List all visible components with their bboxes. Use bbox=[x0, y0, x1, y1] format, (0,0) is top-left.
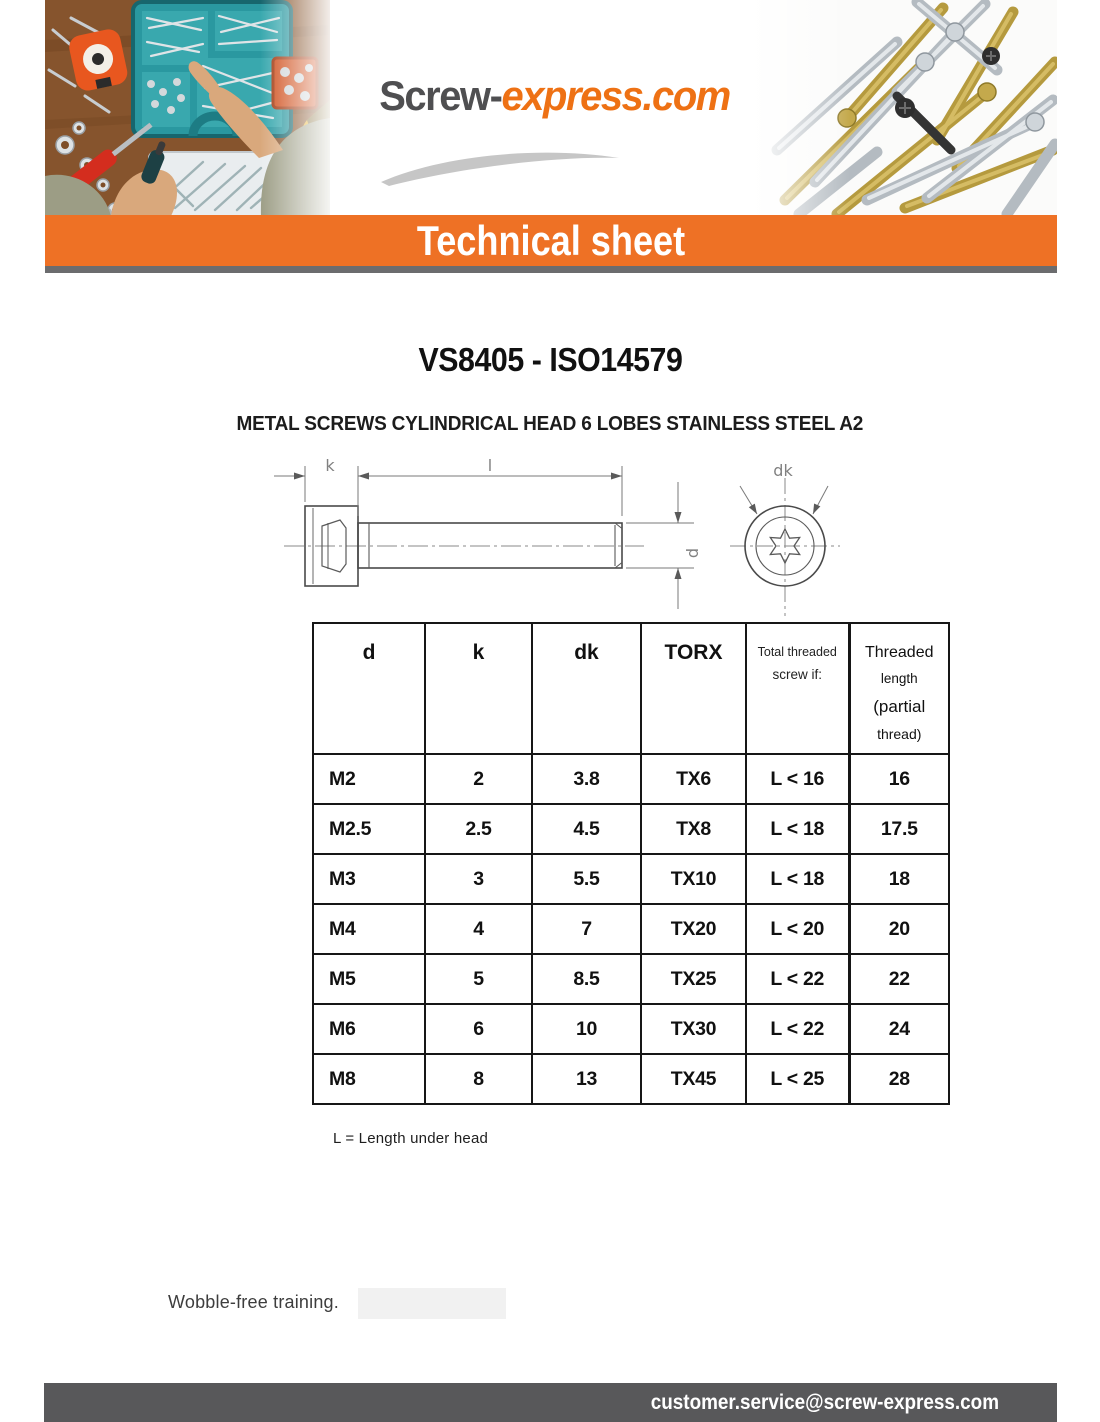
cell-k: 3 bbox=[425, 854, 532, 904]
document-title bbox=[0, 341, 1100, 379]
dim-label-d: d bbox=[683, 547, 702, 559]
cell-d: M4 bbox=[313, 904, 425, 954]
bottom-note: Wobble-free training. bbox=[168, 1292, 339, 1312]
screw-drawing-svg bbox=[270, 446, 880, 632]
cell-threaded-length: 17.5 bbox=[849, 804, 949, 854]
logo-text-suffix: express.com bbox=[501, 72, 731, 119]
cell-threaded-length: 16 bbox=[849, 754, 949, 804]
logo-text-prefix: Screw- bbox=[379, 72, 502, 119]
dim-label-k: k bbox=[325, 456, 335, 475]
cell-dk: 5.5 bbox=[532, 854, 641, 904]
screws-pile-art bbox=[755, 0, 1057, 216]
col-header-k: k bbox=[425, 623, 532, 754]
dim-label-l: l bbox=[487, 456, 493, 475]
cell-torx: TX25 bbox=[641, 954, 746, 1004]
cell-k: 8 bbox=[425, 1054, 532, 1104]
cell-torx: TX6 bbox=[641, 754, 746, 804]
cell-threaded-if: L < 22 bbox=[746, 954, 849, 1004]
col-header-torx: TORX bbox=[641, 623, 746, 754]
banner bbox=[45, 215, 1057, 266]
cell-k: 5 bbox=[425, 954, 532, 1004]
col-header-dk: dk bbox=[532, 623, 641, 754]
highlight-artifact bbox=[358, 1288, 506, 1319]
col-header-d: d bbox=[313, 623, 425, 754]
cell-threaded-if: L < 18 bbox=[746, 804, 849, 854]
table-row-m2-5 bbox=[313, 804, 949, 854]
table-row-m8 bbox=[313, 1054, 949, 1104]
cell-threaded-if: L < 25 bbox=[746, 1054, 849, 1104]
table-row-m6 bbox=[313, 1004, 949, 1054]
workbench-photo bbox=[45, 0, 330, 216]
cell-torx: TX45 bbox=[641, 1054, 746, 1104]
table-footnote: L = Length under head bbox=[333, 1130, 489, 1147]
spec-table bbox=[312, 622, 950, 1105]
table-row-m2 bbox=[313, 754, 949, 804]
cell-torx: TX20 bbox=[641, 904, 746, 954]
cell-k: 2 bbox=[425, 754, 532, 804]
cell-threaded-if: L < 18 bbox=[746, 854, 849, 904]
cell-k: 2.5 bbox=[425, 804, 532, 854]
cell-dk: 13 bbox=[532, 1054, 641, 1104]
cell-threaded-length: 18 bbox=[849, 854, 949, 904]
spec-table-header-row bbox=[313, 623, 949, 754]
cell-threaded-if: L < 22 bbox=[746, 1004, 849, 1054]
col-header-threaded-length: Threaded length (partial thread) bbox=[849, 623, 949, 754]
cell-threaded-length: 24 bbox=[849, 1004, 949, 1054]
table-row-m4 bbox=[313, 904, 949, 954]
document-subtitle-text: METAL SCREWS CYLINDRICAL HEAD 6 LOBES STAINLESS STEEL A2 bbox=[236, 413, 864, 435]
logo-swoosh bbox=[375, 144, 625, 186]
document-subtitle bbox=[0, 413, 1100, 436]
cell-dk: 7 bbox=[532, 904, 641, 954]
cell-threaded-if: L < 20 bbox=[746, 904, 849, 954]
cell-d: M2 bbox=[313, 754, 425, 804]
cell-threaded-length: 20 bbox=[849, 904, 949, 954]
cell-dk: 4.5 bbox=[532, 804, 641, 854]
cell-k: 6 bbox=[425, 1004, 532, 1054]
banner-divider bbox=[45, 266, 1057, 273]
cell-torx: TX30 bbox=[641, 1004, 746, 1054]
footer-bar bbox=[44, 1383, 1057, 1422]
col-header-threaded-if: Total threaded screw if: bbox=[746, 623, 849, 754]
cell-dk: 8.5 bbox=[532, 954, 641, 1004]
cell-torx: TX10 bbox=[641, 854, 746, 904]
table-row-m5 bbox=[313, 954, 949, 1004]
cell-d: M6 bbox=[313, 1004, 425, 1054]
cell-k: 4 bbox=[425, 904, 532, 954]
footer-email-link[interactable]: customer.service@screw-express.com bbox=[650, 1390, 999, 1414]
table-row-m3 bbox=[313, 854, 949, 904]
cell-d: M5 bbox=[313, 954, 425, 1004]
dim-label-dk: dk bbox=[773, 461, 793, 480]
screws-pile-photo bbox=[755, 0, 1057, 216]
cell-torx: TX8 bbox=[641, 804, 746, 854]
logo-text bbox=[380, 72, 731, 120]
cell-threaded-length: 28 bbox=[849, 1054, 949, 1104]
cell-threaded-if: L < 16 bbox=[746, 754, 849, 804]
banner-title: Technical sheet bbox=[416, 216, 686, 264]
cell-d: M8 bbox=[313, 1054, 425, 1104]
technical-drawing bbox=[270, 446, 880, 632]
cell-d: M3 bbox=[313, 854, 425, 904]
cell-threaded-length: 22 bbox=[849, 954, 949, 1004]
document-title-text: VS8405 - ISO14579 bbox=[418, 341, 682, 378]
cell-dk: 3.8 bbox=[532, 754, 641, 804]
cell-d: M2.5 bbox=[313, 804, 425, 854]
workbench-photo-art bbox=[45, 0, 330, 216]
cell-dk: 10 bbox=[532, 1004, 641, 1054]
logo bbox=[345, 72, 765, 192]
